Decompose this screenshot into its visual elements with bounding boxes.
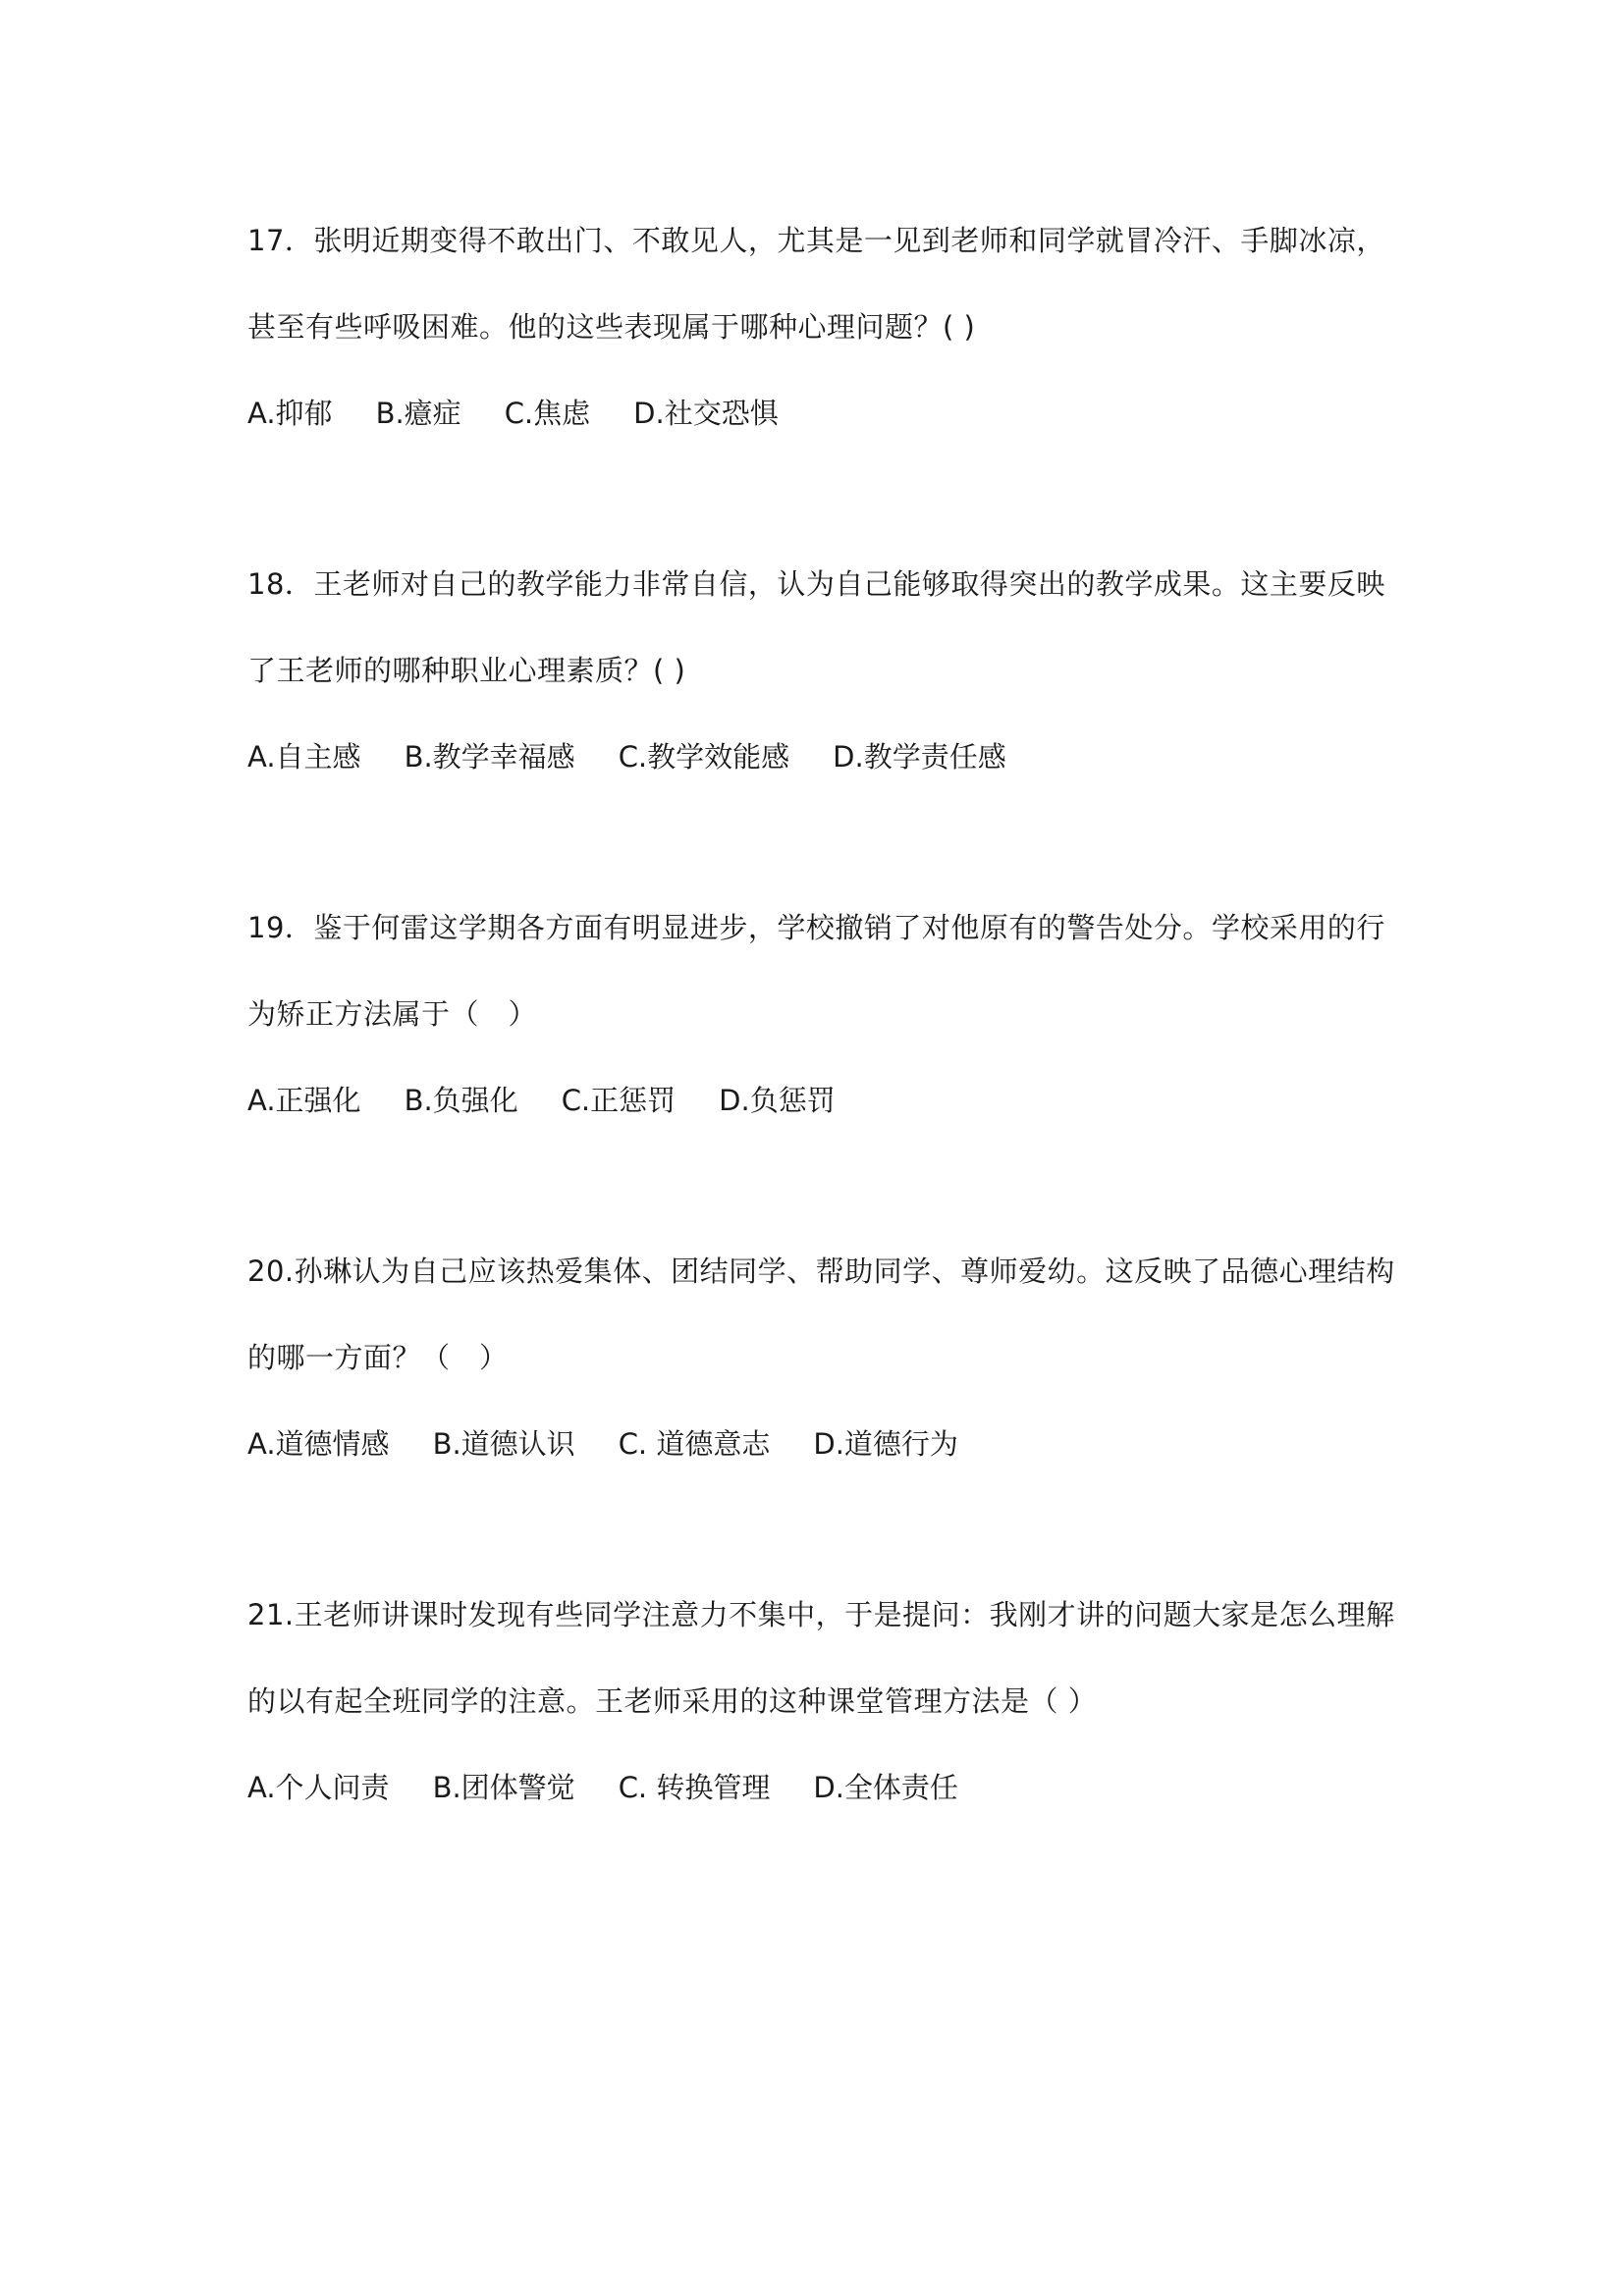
question-21-option-d: D.全体责任 — [813, 1771, 958, 1804]
question-18-line-2: 了王老师的哪种职业心理素质？( ) — [247, 654, 686, 687]
question-19-line-1: 19．鉴于何雷这学期各方面有明显进步，学校撤销了对他原有的警告处分。学校采用的行 — [247, 911, 1385, 944]
question-20-option-b: B.道德认识 — [432, 1427, 575, 1461]
question-19-line-2: 为矫正方法属于（ ） — [247, 997, 538, 1031]
question-19-option-d: D.负惩罚 — [719, 1084, 836, 1117]
question-21-options — [247, 1768, 958, 1807]
question-17-option-a: A.抑郁 — [247, 397, 333, 430]
question-19-option-a: A.正强化 — [247, 1084, 361, 1117]
question-18-option-b: B.教学幸福感 — [404, 740, 575, 774]
question-18-option-a: A.自主感 — [247, 740, 361, 774]
question-21-line-2: 的以有起全班同学的注意。王老师采用的这种课堂管理方法是（ ） — [247, 1684, 1098, 1718]
question-20-line-1: 20.孙琳认为自己应该热爱集体、团结同学、帮助同学、尊师爱幼。这反映了品德心理结构 — [247, 1255, 1395, 1288]
question-19-option-c: C.正惩罚 — [561, 1084, 677, 1117]
question-20-line-2: 的哪一方面？（ ） — [247, 1341, 509, 1374]
question-17-line-2: 甚至有些呼吸困难。他的这些表现属于哪种心理问题？( ) — [247, 310, 976, 344]
question-18-option-d: D.教学责任感 — [833, 740, 1006, 774]
question-20-option-a: A.道德情感 — [247, 1427, 390, 1461]
question-21-option-c: C. 转换管理 — [618, 1771, 771, 1804]
question-20-option-d: D.道德行为 — [813, 1427, 958, 1461]
question-21-line-1: 21.王老师讲课时发现有些同学注意力不集中，于是提问：我刚才讲的问题大家是怎么理解 — [247, 1598, 1395, 1631]
question-19-options — [247, 1081, 836, 1120]
question-18-options — [247, 737, 1006, 776]
question-17-option-d: D.社交恐惧 — [633, 397, 779, 430]
question-17-option-c: C.焦虑 — [504, 397, 591, 430]
question-17-option-b: B.癔症 — [375, 397, 461, 430]
question-21-option-a: A.个人问责 — [247, 1771, 390, 1804]
question-17-options — [247, 394, 779, 433]
question-20-options — [247, 1424, 958, 1464]
question-20-option-c: C. 道德意志 — [618, 1427, 771, 1461]
question-21-option-b: B.团体警觉 — [432, 1771, 575, 1804]
question-18-option-c: C.教学效能感 — [618, 740, 790, 774]
question-18-line-1: 18．王老师对自己的教学能力非常自信，认为自己能够取得突出的教学成果。这主要反映 — [247, 567, 1385, 601]
question-19-option-b: B.负强化 — [404, 1084, 518, 1117]
question-17-line-1: 17．张明近期变得不敢出门、不敢见人，尤其是一见到老师和同学就冒冷汗、手脚冰凉， — [247, 224, 1385, 257]
